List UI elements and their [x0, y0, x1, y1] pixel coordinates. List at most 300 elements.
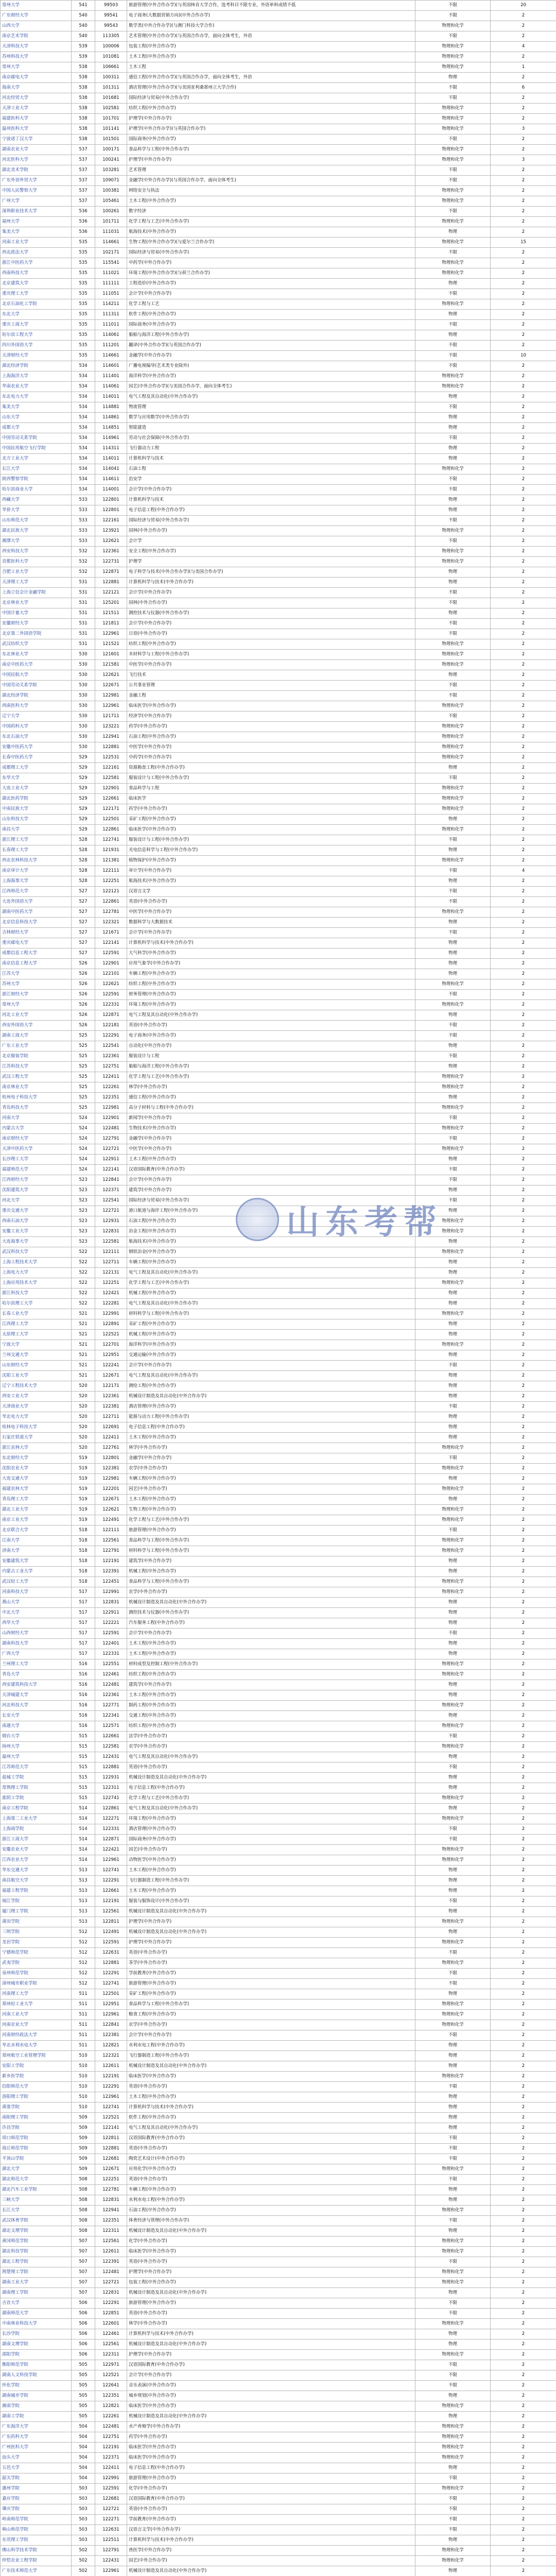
- school-name-cell: 南京艺术学院: [1, 31, 72, 42]
- min-score-cell: 526: [72, 1000, 95, 1010]
- subject-requirement-cell: 物理和化学: [415, 62, 491, 73]
- min-score-cell: 529: [72, 825, 95, 835]
- min-score-cell: 527: [72, 907, 95, 918]
- major-name-cell: 化学(中外合作办学): [127, 2236, 415, 2247]
- min-score-cell: 529: [72, 753, 95, 763]
- min-score-cell: 536: [72, 217, 95, 227]
- major-name-cell: 食品科学与工程(中外合作办学): [127, 1577, 415, 1587]
- min-score-cell: 538: [72, 104, 95, 114]
- plan-count-cell: 2: [491, 588, 556, 598]
- table-row: [1, 1515, 556, 1526]
- subject-requirement-cell: 物理: [415, 505, 491, 516]
- major-code-cell: 122561: [95, 1536, 127, 1546]
- major-code-cell: 114211: [95, 299, 127, 310]
- major-code-cell: 122251: [95, 876, 127, 887]
- min-score-cell: 534: [72, 413, 95, 423]
- subject-requirement-cell: 不限: [415, 1969, 491, 1979]
- major-name-cell: 国际商务(中外合作办学): [127, 1835, 415, 1845]
- major-name-cell: 服装设计与工程(中外合作办学): [127, 835, 415, 845]
- table-row: [1, 2381, 556, 2391]
- major-code-cell: 122941: [95, 2206, 127, 2216]
- subject-requirement-cell: 物理: [415, 330, 491, 341]
- plan-count-cell: 2: [491, 1361, 556, 1371]
- major-name-cell: 英语(中外合作办学): [127, 1762, 415, 1773]
- table-row: [1, 176, 556, 186]
- subject-requirement-cell: 物理: [415, 567, 491, 578]
- plan-count-cell: 2: [491, 1113, 556, 1124]
- min-score-cell: 513: [72, 1866, 95, 1876]
- table-row: [1, 794, 556, 804]
- min-score-cell: 516: [72, 1680, 95, 1690]
- min-score-cell: 530: [72, 650, 95, 660]
- table-row: [1, 433, 556, 444]
- table-row: [1, 1577, 556, 1587]
- school-name-cell: 成都理工大学: [1, 763, 72, 773]
- min-score-cell: 535: [72, 351, 95, 361]
- plan-count-cell: 2: [491, 330, 556, 341]
- school-name-cell: 苏州大学: [1, 979, 72, 990]
- plan-count-cell: 2: [491, 1587, 556, 1598]
- major-name-cell: 化学工程与工艺(中外合作办学): [127, 1278, 415, 1289]
- table-row: [1, 1010, 556, 1021]
- major-code-cell: 122991: [95, 2473, 127, 2484]
- major-name-cell: 临床医学(中外合作办学): [127, 2453, 415, 2463]
- school-name-cell: 天津中医药大学: [1, 1144, 72, 1155]
- school-name-cell: 沈阳工业大学: [1, 1371, 72, 1381]
- plan-count-cell: 2: [491, 2329, 556, 2340]
- school-name-cell: 西藏大学: [1, 495, 72, 505]
- table-row: [1, 1804, 556, 1814]
- min-score-cell: 531: [72, 578, 95, 588]
- table-row: [1, 505, 556, 516]
- plan-count-cell: 2: [491, 608, 556, 619]
- subject-requirement-cell: 物理: [415, 948, 491, 959]
- major-name-cell: 英语(中外合作办学): [127, 1948, 415, 1958]
- major-code-cell: 122381: [95, 1464, 127, 1474]
- major-name-cell: 采矿工程(中外合作办学): [127, 1989, 415, 1999]
- school-name-cell: 中南林业科技大学: [1, 2319, 72, 2329]
- school-name-cell: 洛阳理工学院: [1, 2092, 72, 2103]
- plan-count-cell: 2: [491, 1185, 556, 1196]
- min-score-cell: 530: [72, 660, 95, 670]
- min-score-cell: 503: [72, 2525, 95, 2535]
- min-score-cell: 526: [72, 959, 95, 969]
- plan-count-cell: 2: [491, 1845, 556, 1855]
- subject-requirement-cell: 物理和化学: [415, 1814, 491, 1824]
- major-code-cell: 105461: [95, 196, 127, 207]
- school-name-cell: 邵阳学院: [1, 2350, 72, 2360]
- major-name-cell: 海洋科学(中外合作办学): [127, 371, 415, 382]
- table-row: [1, 1876, 556, 1886]
- subject-requirement-cell: 物理和化学: [415, 722, 491, 732]
- subject-requirement-cell: 物理和化学: [415, 2443, 491, 2453]
- plan-count-cell: 2: [491, 1041, 556, 1052]
- school-name-cell: 烟台大学: [1, 1732, 72, 1742]
- table-row: [1, 567, 556, 578]
- table-row: [1, 979, 556, 990]
- major-name-cell: 学前教育(中外合作办学): [127, 2515, 415, 2525]
- major-code-cell: 122121: [95, 887, 127, 897]
- plan-count-cell: 2: [491, 341, 556, 351]
- school-name-cell: 浙江中医药大学: [1, 258, 72, 268]
- subject-requirement-cell: 物理和化学: [415, 701, 491, 711]
- major-name-cell: 会计学(中外合作办学): [127, 1361, 415, 1371]
- min-score-cell: 519: [72, 1464, 95, 1474]
- major-code-cell: 122761: [95, 1443, 127, 1453]
- min-score-cell: 521: [72, 1319, 95, 1330]
- min-score-cell: 524: [72, 1124, 95, 1134]
- table-row: [1, 2092, 556, 2103]
- plan-count-cell: 2: [491, 52, 556, 62]
- min-score-cell: 507: [72, 2267, 95, 2278]
- major-code-cell: 122881: [95, 578, 127, 588]
- subject-requirement-cell: 物理和化学: [415, 145, 491, 155]
- plan-count-cell: 2: [491, 1577, 556, 1587]
- min-score-cell: 531: [72, 588, 95, 598]
- major-name-cell: 日语(中外合作办学): [127, 629, 415, 639]
- school-name-cell: 淮阴工学院: [1, 1793, 72, 1804]
- min-score-cell: 522: [72, 1268, 95, 1278]
- major-code-cell: 122981: [95, 691, 127, 701]
- major-name-cell: 英语(中外合作办学): [127, 897, 415, 907]
- subject-requirement-cell: 物理和化学: [415, 2350, 491, 2360]
- min-score-cell: 515: [72, 1762, 95, 1773]
- major-name-cell: 机械设计制造及其自动化(中外合作办学): [127, 2226, 415, 2236]
- school-name-cell: 中国民用航空飞行学院: [1, 444, 72, 454]
- table-row: [1, 2288, 556, 2298]
- plan-count-cell: 2: [491, 2350, 556, 2360]
- plan-count-cell: 2: [491, 21, 556, 31]
- major-name-cell: 自动化(中外合作办学): [127, 1041, 415, 1052]
- school-name-cell: 西南医科大学: [1, 701, 72, 711]
- min-score-cell: 509: [72, 2164, 95, 2175]
- min-score-cell: 531: [72, 598, 95, 608]
- major-code-cell: 122831: [95, 2195, 127, 2206]
- table-row: [1, 2494, 556, 2504]
- min-score-cell: 539: [72, 52, 95, 62]
- min-score-cell: 527: [72, 938, 95, 948]
- plan-count-cell: 2: [491, 2010, 556, 2020]
- plan-count-cell: 2: [491, 773, 556, 784]
- school-name-cell: 大连外国语大学: [1, 897, 72, 907]
- major-name-cell: 土木工程(中外合作办学): [127, 1639, 415, 1649]
- subject-requirement-cell: 物理和化学: [415, 268, 491, 279]
- major-name-cell: 海洋科学(中外合作办学): [127, 1340, 415, 1350]
- major-code-cell: 122831: [95, 1598, 127, 1608]
- plan-count-cell: 2: [491, 1814, 556, 1824]
- school-name-cell: 深圳职业技术大学: [1, 207, 72, 217]
- plan-count-cell: 3: [491, 155, 556, 165]
- major-name-cell: 英语(中外合作办学): [127, 2144, 415, 2154]
- subject-requirement-cell: 物理: [415, 608, 491, 619]
- min-score-cell: 535: [72, 310, 95, 320]
- major-name-cell: 应用化学(中外合作办学): [127, 2164, 415, 2175]
- major-code-cell: 122371: [95, 2453, 127, 2463]
- school-name-cell: 肇庆学院: [1, 2504, 72, 2515]
- major-name-cell: 国际经济与贸易(中外合作办学): [127, 1196, 415, 1206]
- plan-count-cell: 2: [491, 1422, 556, 1433]
- major-code-cell: 122891: [95, 1319, 127, 1330]
- school-name-cell: 中北大学: [1, 1608, 72, 1618]
- major-code-cell: 122271: [95, 1814, 127, 1824]
- plan-count-cell: 2: [491, 1948, 556, 1958]
- school-name-cell: 湖南中医药大学: [1, 907, 72, 918]
- major-code-cell: 122831: [95, 1227, 127, 1237]
- min-score-cell: 504: [72, 2443, 95, 2453]
- major-code-cell: 114881: [95, 402, 127, 413]
- subject-requirement-cell: 物理和化学: [415, 299, 491, 310]
- major-name-cell: 临床医学(中外合作办学): [127, 2401, 415, 2412]
- plan-count-cell: 2: [491, 2360, 556, 2370]
- major-name-cell: 包装工程(中外合作办学): [127, 2278, 415, 2288]
- major-code-cell: 122851: [95, 2309, 127, 2319]
- major-name-cell: 数字经济: [127, 207, 415, 217]
- major-code-cell: 111311: [95, 310, 127, 320]
- school-name-cell: 天津科技大学: [1, 42, 72, 52]
- plan-count-cell: 2: [491, 516, 556, 526]
- min-score-cell: 509: [72, 2154, 95, 2164]
- table-row: [1, 52, 556, 62]
- table-row: [1, 382, 556, 392]
- major-name-cell: 国际商务(中外合作办学): [127, 320, 415, 330]
- plan-count-cell: 2: [491, 825, 556, 835]
- subject-requirement-cell: 不限: [415, 2360, 491, 2370]
- subject-requirement-cell: 物理和化学: [415, 1484, 491, 1495]
- school-name-cell: 浙江农林大学: [1, 1443, 72, 1453]
- school-name-cell: 南京邮电大学: [1, 73, 72, 83]
- plan-count-cell: 2: [491, 2072, 556, 2082]
- school-name-cell: 山东科技大学: [1, 815, 72, 825]
- min-score-cell: 506: [72, 2329, 95, 2340]
- school-name-cell: 新乡医学院: [1, 2072, 72, 2082]
- school-name-cell: 上海商学院: [1, 1824, 72, 1835]
- table-row: [1, 1824, 556, 1835]
- subject-requirement-cell: 不限: [415, 2381, 491, 2391]
- school-name-cell: 湖北经济学院: [1, 361, 72, 371]
- plan-count-cell: 2: [491, 1062, 556, 1072]
- major-code-cell: 122881: [95, 2144, 127, 2154]
- plan-count-cell: 2: [491, 948, 556, 959]
- school-name-cell: 衡阳师范学院: [1, 2360, 72, 2370]
- school-name-cell: 东北大学: [1, 310, 72, 320]
- table-body: [1, 1, 556, 2576]
- school-name-cell: 上海应用技术大学: [1, 1278, 72, 1289]
- plan-count-cell: 2: [491, 928, 556, 938]
- major-name-cell: 金融学(中外合作办学)(与英国合作办学，面向全体考生): [127, 176, 415, 186]
- plan-count-cell: 2: [491, 722, 556, 732]
- subject-requirement-cell: 物理和化学: [415, 1670, 491, 1680]
- subject-requirement-cell: 物理: [415, 1330, 491, 1340]
- min-score-cell: 505: [72, 2391, 95, 2401]
- min-score-cell: 533: [72, 536, 95, 547]
- table-row: [1, 1979, 556, 1989]
- school-name-cell: 漳州城市职业学院: [1, 1979, 72, 1989]
- major-name-cell: 旅游管理(中外合作办学): [127, 1979, 415, 1989]
- school-name-cell: 集美大学: [1, 227, 72, 238]
- major-code-cell: 125201: [95, 598, 127, 608]
- plan-count-cell: 2: [491, 2030, 556, 2041]
- major-name-cell: 艺术管理: [127, 165, 415, 176]
- major-code-cell: 122541: [95, 1041, 127, 1052]
- school-name-cell: 天津城建大学: [1, 1690, 72, 1701]
- plan-count-cell: 2: [491, 2463, 556, 2473]
- table-row: [1, 1659, 556, 1670]
- plan-count-cell: 2: [491, 2133, 556, 2144]
- min-score-cell: 506: [72, 2350, 95, 2360]
- major-name-cell: 会计学(中外合作办学): [127, 289, 415, 299]
- min-score-cell: 526: [72, 990, 95, 1000]
- major-name-cell: 包装工程(中外合作办学): [127, 42, 415, 52]
- min-score-cell: 510: [72, 2072, 95, 2082]
- subject-requirement-cell: 不限: [415, 1453, 491, 1464]
- major-name-cell: 航海技术(中外合作办学): [127, 1237, 415, 1247]
- major-code-cell: 114851: [95, 423, 127, 433]
- major-name-cell: 园艺(中外合作办学)(与美国合作办学，面向全体考生): [127, 382, 415, 392]
- major-code-cell: 114061: [95, 382, 127, 392]
- min-score-cell: 512: [72, 1927, 95, 1938]
- subject-requirement-cell: 物理: [415, 2103, 491, 2113]
- major-name-cell: 数据科学与大数据技术: [127, 918, 415, 928]
- major-name-cell: 土木工程(中外合作办学): [127, 1690, 415, 1701]
- subject-requirement-cell: 不限: [415, 1196, 491, 1206]
- plan-count-cell: 2: [491, 1237, 556, 1247]
- major-code-cell: 122391: [95, 1567, 127, 1577]
- subject-requirement-cell: 物理: [415, 2041, 491, 2051]
- major-code-cell: 122791: [95, 1546, 127, 1556]
- school-name-cell: 怀化学院: [1, 2381, 72, 2391]
- school-name-cell: 吉首大学: [1, 2298, 72, 2309]
- subject-requirement-cell: 不限: [415, 1948, 491, 1958]
- school-name-cell: 大连交通大学: [1, 1474, 72, 1484]
- school-name-cell: 青岛大学: [1, 1670, 72, 1680]
- plan-count-cell: 2: [491, 505, 556, 516]
- plan-count-cell: 2: [491, 763, 556, 773]
- table-row: [1, 1886, 556, 1896]
- table-row: [1, 1567, 556, 1577]
- major-code-cell: 122581: [95, 1237, 127, 1247]
- major-name-cell: 安全工程(中外合作办学): [127, 547, 415, 557]
- table-row: [1, 1247, 556, 1258]
- major-code-cell: 122171: [95, 804, 127, 815]
- major-name-cell: 机械工程(中外合作办学): [127, 1330, 415, 1340]
- table-row: [1, 2370, 556, 2381]
- min-score-cell: 514: [72, 1845, 95, 1855]
- table-row: [1, 2041, 556, 2051]
- plan-count-cell: 2: [491, 2267, 556, 2278]
- min-score-cell: 538: [72, 134, 95, 145]
- major-code-cell: 122661: [95, 1732, 127, 1742]
- major-code-cell: 122591: [95, 1938, 127, 1948]
- major-code-cell: 102581: [95, 104, 127, 114]
- subject-requirement-cell: 物理: [415, 1062, 491, 1072]
- subject-requirement-cell: 不限: [415, 1052, 491, 1062]
- major-code-cell: 122641: [95, 2381, 127, 2391]
- min-score-cell: 516: [72, 1701, 95, 1711]
- school-name-cell: 成都信息工程大学: [1, 948, 72, 959]
- major-code-cell: 122881: [95, 1762, 127, 1773]
- table-row: [1, 1618, 556, 1629]
- major-code-cell: 122611: [95, 2247, 127, 2257]
- major-name-cell: 服装设计与工程: [127, 1052, 415, 1062]
- school-name-cell: 兰州理工大学: [1, 1659, 72, 1670]
- subject-requirement-cell: 物理和化学: [415, 639, 491, 650]
- school-name-cell: 广州医科大学: [1, 2443, 72, 2453]
- major-name-cell: 园林(中外合作办学): [127, 526, 415, 536]
- plan-count-cell: 2: [491, 392, 556, 402]
- table-row: [1, 2195, 556, 2206]
- major-name-cell: 汉语国际教育(中外合作办学): [127, 2494, 415, 2504]
- table-row: [1, 1742, 556, 1752]
- major-name-cell: 电气工程及其自动化(中外合作办学): [127, 1010, 415, 1021]
- plan-count-cell: 2: [491, 732, 556, 742]
- table-row: [1, 1196, 556, 1206]
- major-code-cell: 122821: [95, 2041, 127, 2051]
- subject-requirement-cell: 物理: [415, 918, 491, 928]
- school-name-cell: 重庆理工大学: [1, 289, 72, 299]
- min-score-cell: 524: [72, 1134, 95, 1144]
- plan-count-cell: 2: [491, 2226, 556, 2236]
- plan-count-cell: 2: [491, 526, 556, 536]
- school-name-cell: 华南农业大学: [1, 382, 72, 392]
- plan-count-cell: 2: [491, 474, 556, 485]
- plan-count-cell: 2: [491, 227, 556, 238]
- min-score-cell: 518: [72, 1536, 95, 1546]
- major-name-cell: 食品科学与工程(中外合作办学): [127, 1999, 415, 2010]
- subject-requirement-cell: 物理: [415, 1804, 491, 1814]
- subject-requirement-cell: 物理和化学: [415, 1721, 491, 1732]
- min-score-cell: 534: [72, 444, 95, 454]
- major-code-cell: 122591: [95, 948, 127, 959]
- subject-requirement-cell: 物理和化学: [415, 155, 491, 165]
- plan-count-cell: 2: [491, 1999, 556, 2010]
- table-row: [1, 268, 556, 279]
- plan-count-cell: 2: [491, 660, 556, 670]
- plan-count-cell: 2: [491, 1144, 556, 1155]
- major-code-cell: 122461: [95, 1670, 127, 1680]
- school-name-cell: 武汉科技大学: [1, 1247, 72, 1258]
- school-name-cell: 湖北大学: [1, 2164, 72, 2175]
- school-name-cell: 天津理工大学: [1, 578, 72, 588]
- table-row: [1, 1938, 556, 1948]
- major-code-cell: 122811: [95, 2133, 127, 2144]
- min-score-cell: 507: [72, 2288, 95, 2298]
- school-name-cell: 上海海事大学: [1, 876, 72, 887]
- major-code-cell: 122971: [95, 2360, 127, 2370]
- major-name-cell: 英语(中外合作办学): [127, 2504, 415, 2515]
- subject-requirement-cell: 物理: [415, 1618, 491, 1629]
- min-score-cell: 518: [72, 1577, 95, 1587]
- major-code-cell: 122491: [95, 1515, 127, 1526]
- min-score-cell: 535: [72, 320, 95, 330]
- plan-count-cell: 2: [491, 1721, 556, 1732]
- subject-requirement-cell: 不限: [415, 835, 491, 845]
- table-row: [1, 722, 556, 732]
- subject-requirement-cell: 不限: [415, 2370, 491, 2381]
- subject-requirement-cell: 物理: [415, 1392, 491, 1402]
- min-score-cell: 527: [72, 918, 95, 928]
- min-score-cell: 535: [72, 238, 95, 248]
- plan-count-cell: 2: [491, 114, 556, 124]
- major-name-cell: 临床医学(中外合作办学): [127, 825, 415, 835]
- school-name-cell: 山西财经大学: [1, 1629, 72, 1639]
- major-name-cell: 会计学(中外合作办学): [127, 588, 415, 598]
- min-score-cell: 508: [72, 2226, 95, 2236]
- table-row: [1, 186, 556, 196]
- major-code-cell: 109071: [95, 176, 127, 186]
- plan-count-cell: 2: [491, 2278, 556, 2288]
- min-score-cell: 511: [72, 2030, 95, 2041]
- major-name-cell: 会计学(中外合作办学): [127, 485, 415, 495]
